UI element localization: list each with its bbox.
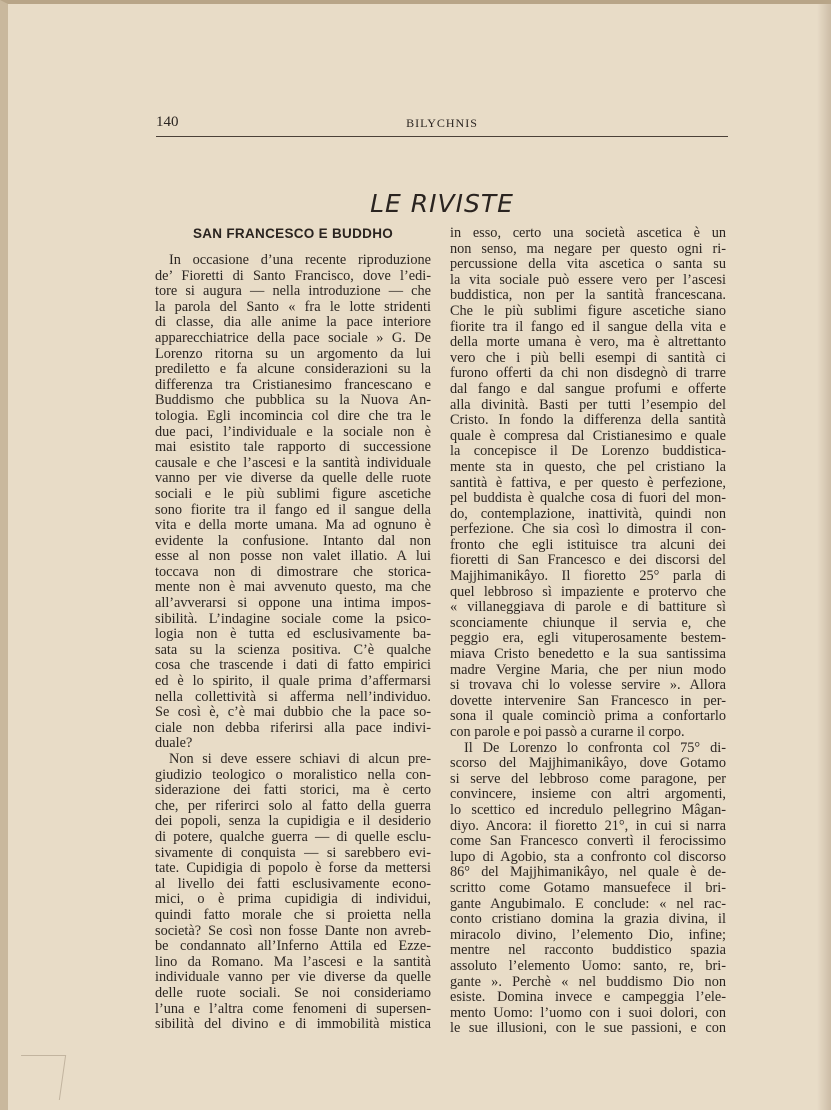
text-line: esiste. Domina invece e campeggia l’ele-	[450, 990, 726, 1006]
text-line: percussione della vita ascetica o santa su	[450, 257, 726, 273]
text-line: cosa che trascende i dati di fatto empirici	[155, 658, 431, 674]
text-line: all’avverarsi si oppone una intima impos-	[155, 596, 431, 612]
text-line: scorso del Majjhimanikâyo, dove Gotamo	[450, 756, 726, 772]
text-line: vero che i più belli esempi di santità ci	[450, 350, 726, 366]
left-column	[155, 226, 431, 1033]
text-line: Buddismo che pubblica su la Nuova An-	[155, 393, 431, 409]
text-line: che, per riferirci solo al fatto della guerra	[155, 798, 431, 814]
text-line: tore si augura — nella introduzione — che	[155, 284, 431, 300]
text-line: be condannato all’Inferno Attila ed Ezze-	[155, 939, 431, 955]
text-line: esse al non posse non valet illatio. A lui	[155, 549, 431, 565]
text-line: toccava non di dimostrare che storica-	[155, 564, 431, 580]
text-line: in esso, certo una società ascetica è un	[450, 226, 726, 241]
text-line: 86° del Majjhimanikâyo, nel quale è de-	[450, 865, 726, 881]
text-line: sona il quale cominciò prima a confortarlo	[450, 709, 726, 725]
text-line: le sue illusioni, con le sue passioni, e con	[450, 1021, 726, 1037]
running-head: BILYCHNIS	[406, 116, 478, 130]
text-line: differenza tra Cristianesimo francescano e	[155, 377, 431, 393]
article-title: SAN FRANCESCO E BUDDHO	[192, 226, 394, 241]
text-line: Lorenzo ritorna su un argomento da lui	[155, 346, 431, 362]
text-line: evidente la confusione. Intanto dal non	[155, 533, 431, 549]
text-line: lino da Romano. Ma l’ascesi e la santità	[155, 954, 431, 970]
text-line: la concepisce il De Lorenzo buddistica-	[450, 444, 726, 460]
text-line: società? Se così non fosse Dante non avreb-	[155, 923, 431, 939]
text-line: quel lebbroso sì impaziente e protervo che	[450, 584, 726, 600]
text-line: Se così è, c’è mai dubbio che la pace so-	[155, 705, 431, 721]
text-line: santità è fattiva, e per questo è perfezione,	[450, 475, 726, 491]
text-line: individuale vanno per vie diverse da quelle	[155, 970, 431, 986]
left-column-text	[155, 253, 431, 1033]
text-line: siderazione dei fatti storici, ma è certo	[155, 783, 431, 799]
text-line: buddistica, non per la santità francescana.	[450, 288, 726, 304]
text-line: mente non è mai avvenuto questo, ma che	[155, 580, 431, 596]
text-line: diyo. Ancora: il fioretto 21°, in cui si narra	[450, 818, 726, 834]
text-line: due paci, l’individuale e la sociale non è	[155, 424, 431, 440]
text-line: mente sta in questo, che pel cristiano la	[450, 459, 726, 475]
text-line: miracolo divino, l’elemento Dio, infine;	[450, 927, 726, 943]
text-line: apparecchiatrice della pace sociale » G. De	[155, 330, 431, 346]
text-line: ciale non debba riferirsi alla pace indivi-	[155, 720, 431, 736]
text-line: gante ». Perchè « nel buddismo Dio non	[450, 974, 726, 990]
right-column	[450, 226, 726, 1037]
text-line: sibilità. L’indagine sociale come la psico-	[155, 611, 431, 627]
text-line: di classe, dia alle anime la pace interiore	[155, 315, 431, 331]
section-title: LE RIVISTE	[370, 188, 514, 218]
text-line: Majjhimanikâyo. Il fioretto 25° parla di	[450, 569, 726, 585]
text-line: duale?	[155, 736, 193, 752]
text-line: scritto come Gotamo mansuefece il bri-	[450, 880, 726, 896]
text-line: alla divinità. Basti per tutti l’esempio del	[450, 397, 726, 413]
text-line: sono fiorite tra il fango ed il sangue della	[155, 502, 431, 518]
text-line: al livello dei fatti esclusivamente econo-	[155, 876, 431, 892]
text-line: Cristo. In fondo la differenza della santità	[450, 413, 726, 429]
text-line: sata su la scienza positiva. C’è qualche	[155, 642, 431, 658]
text-line: di potere, qualche guerra — di quelle esclu-	[155, 829, 431, 845]
text-line: quale è compresa dal Cristianesimo e quale	[450, 428, 726, 444]
text-line: madre Vergine Maria, che per niun modo	[450, 662, 726, 678]
text-line: lo scettico ed incredulo pellegrino Mâgan-	[450, 802, 726, 818]
text-line: do, contemplazione, inattività, quindi non	[450, 506, 726, 522]
text-line: Non si deve essere schiavi di alcun pre-	[169, 752, 431, 767]
text-line: « villaneggiava di parole e di battiture sì	[450, 600, 726, 616]
text-line: de’ Fioretti di Santo Francisco, dove l’edi-	[155, 268, 431, 284]
text-line: gante Angubimalo. E conclude: « nel rac-	[450, 896, 726, 912]
page-header	[156, 114, 728, 137]
text-line: della morte umana è vero, ma è altrettanto	[450, 335, 726, 351]
text-line: logia non è tutta ed esclusivamente ba-	[155, 627, 431, 643]
text-line: fiorite tra il fango ed il sangue della vita e	[450, 319, 726, 335]
text-line: convincere, insieme con altri argomenti,	[450, 787, 726, 803]
text-line: dei popoli, senza la cupidigia e il desiderio	[155, 814, 431, 830]
text-line: miava Cristo benedetto e la sua santissima	[450, 647, 726, 663]
text-line: mentre nel racconto buddistico spazia	[450, 943, 726, 959]
text-line: la parola del Santo « fra le lotte stridenti	[155, 299, 431, 315]
text-line: conto cristiano domina la grazia divina, il	[450, 912, 726, 928]
text-line: Il De Lorenzo lo confronta col 75° di-	[464, 740, 726, 756]
text-line: lupo di Agobio, sta a confronto col discorso	[450, 849, 726, 865]
text-line: Che le più sublimi figure ascetiche siano	[450, 303, 726, 319]
text-line: In occasione d’una recente riproduzione	[169, 253, 431, 268]
text-line: sociali e le più sublimi figure ascetiche	[155, 486, 431, 502]
text-line: delle ruote sociali. Se noi consideriamo	[155, 985, 431, 1001]
text-line: dovette intervenire San Francesco in per-	[450, 693, 726, 709]
text-line: nella collettività si afferma nell’individuo.	[155, 689, 431, 705]
text-line: pel buddista è qualche cosa di fuori del mon-	[450, 491, 726, 507]
text-line: si serve del lebbroso come paragone, per	[450, 771, 726, 787]
text-line: perfezione. Che sia così lo dimostra il con-	[450, 522, 726, 538]
text-line: causale e che l’ascesi e la santità individuale	[155, 455, 431, 471]
text-line: giudizio teologico o moralistico nella con-	[155, 767, 431, 783]
right-column-text	[450, 226, 726, 1037]
text-line: mici, o è prima cupidigia di individui,	[155, 892, 431, 908]
text-line: la vita sociale può essere vero per l’ascesi	[450, 272, 726, 288]
text-line: sivamente di conquista — si sarebbero evi-	[155, 845, 431, 861]
text-line: mento Uomo: l’uomo con i suoi dolori, con	[450, 1005, 726, 1021]
text-line: si trovava chi lo volesse servire ». Allora	[450, 678, 726, 694]
page-corner-crease	[15, 1055, 66, 1100]
text-line: con parole e poi passò a curarne il corpo.	[450, 725, 685, 740]
text-line: furono offerti da chi non disdegnò di trarre	[450, 366, 726, 382]
text-line: l’una e l’altra come fenomeni di supersen-	[155, 1001, 431, 1017]
text-line: come San Francesco convertì il ferocissimo	[450, 834, 726, 850]
text-line: mai esistito tale rapporto di successione	[155, 440, 431, 456]
text-line: vita e della morte umana. Ma ad ognuno è	[155, 518, 431, 534]
text-line: tate. Cupidigia di popolo è forse da mettersi	[155, 861, 431, 877]
text-line: fioretti di San Francesco e dei discorsi del	[450, 553, 726, 569]
page-number: 140	[156, 114, 179, 130]
text-line: quindi fatto morale che si proietta nella	[155, 907, 431, 923]
text-line: sibilità del divino e di immobilità mistica	[155, 1017, 431, 1033]
text-line: dal fango e dal sangue profumi e offerte	[450, 381, 726, 397]
text-line: vanno per vie diverse da quelle delle ruote	[155, 471, 431, 487]
text-line: assoluto l’elemento Uomo: santo, re, bri-	[450, 958, 726, 974]
text-line: fronto che egli istituisce tra alcuni dei	[450, 537, 726, 553]
text-line: sconciamente chiunque il servia e, che	[450, 615, 726, 631]
text-line: non senso, ma negare per questo ogni ri-	[450, 241, 726, 257]
text-line: ed è lo spirito, il quale prima d’affermarsi	[155, 674, 431, 690]
text-line: tologia. Egli incomincia col dire che tra le	[155, 408, 431, 424]
text-line: peggio era, egli vituperosamente bestem-	[450, 631, 726, 647]
text-line: prediletto e fa alcune considerazioni su la	[155, 362, 431, 378]
